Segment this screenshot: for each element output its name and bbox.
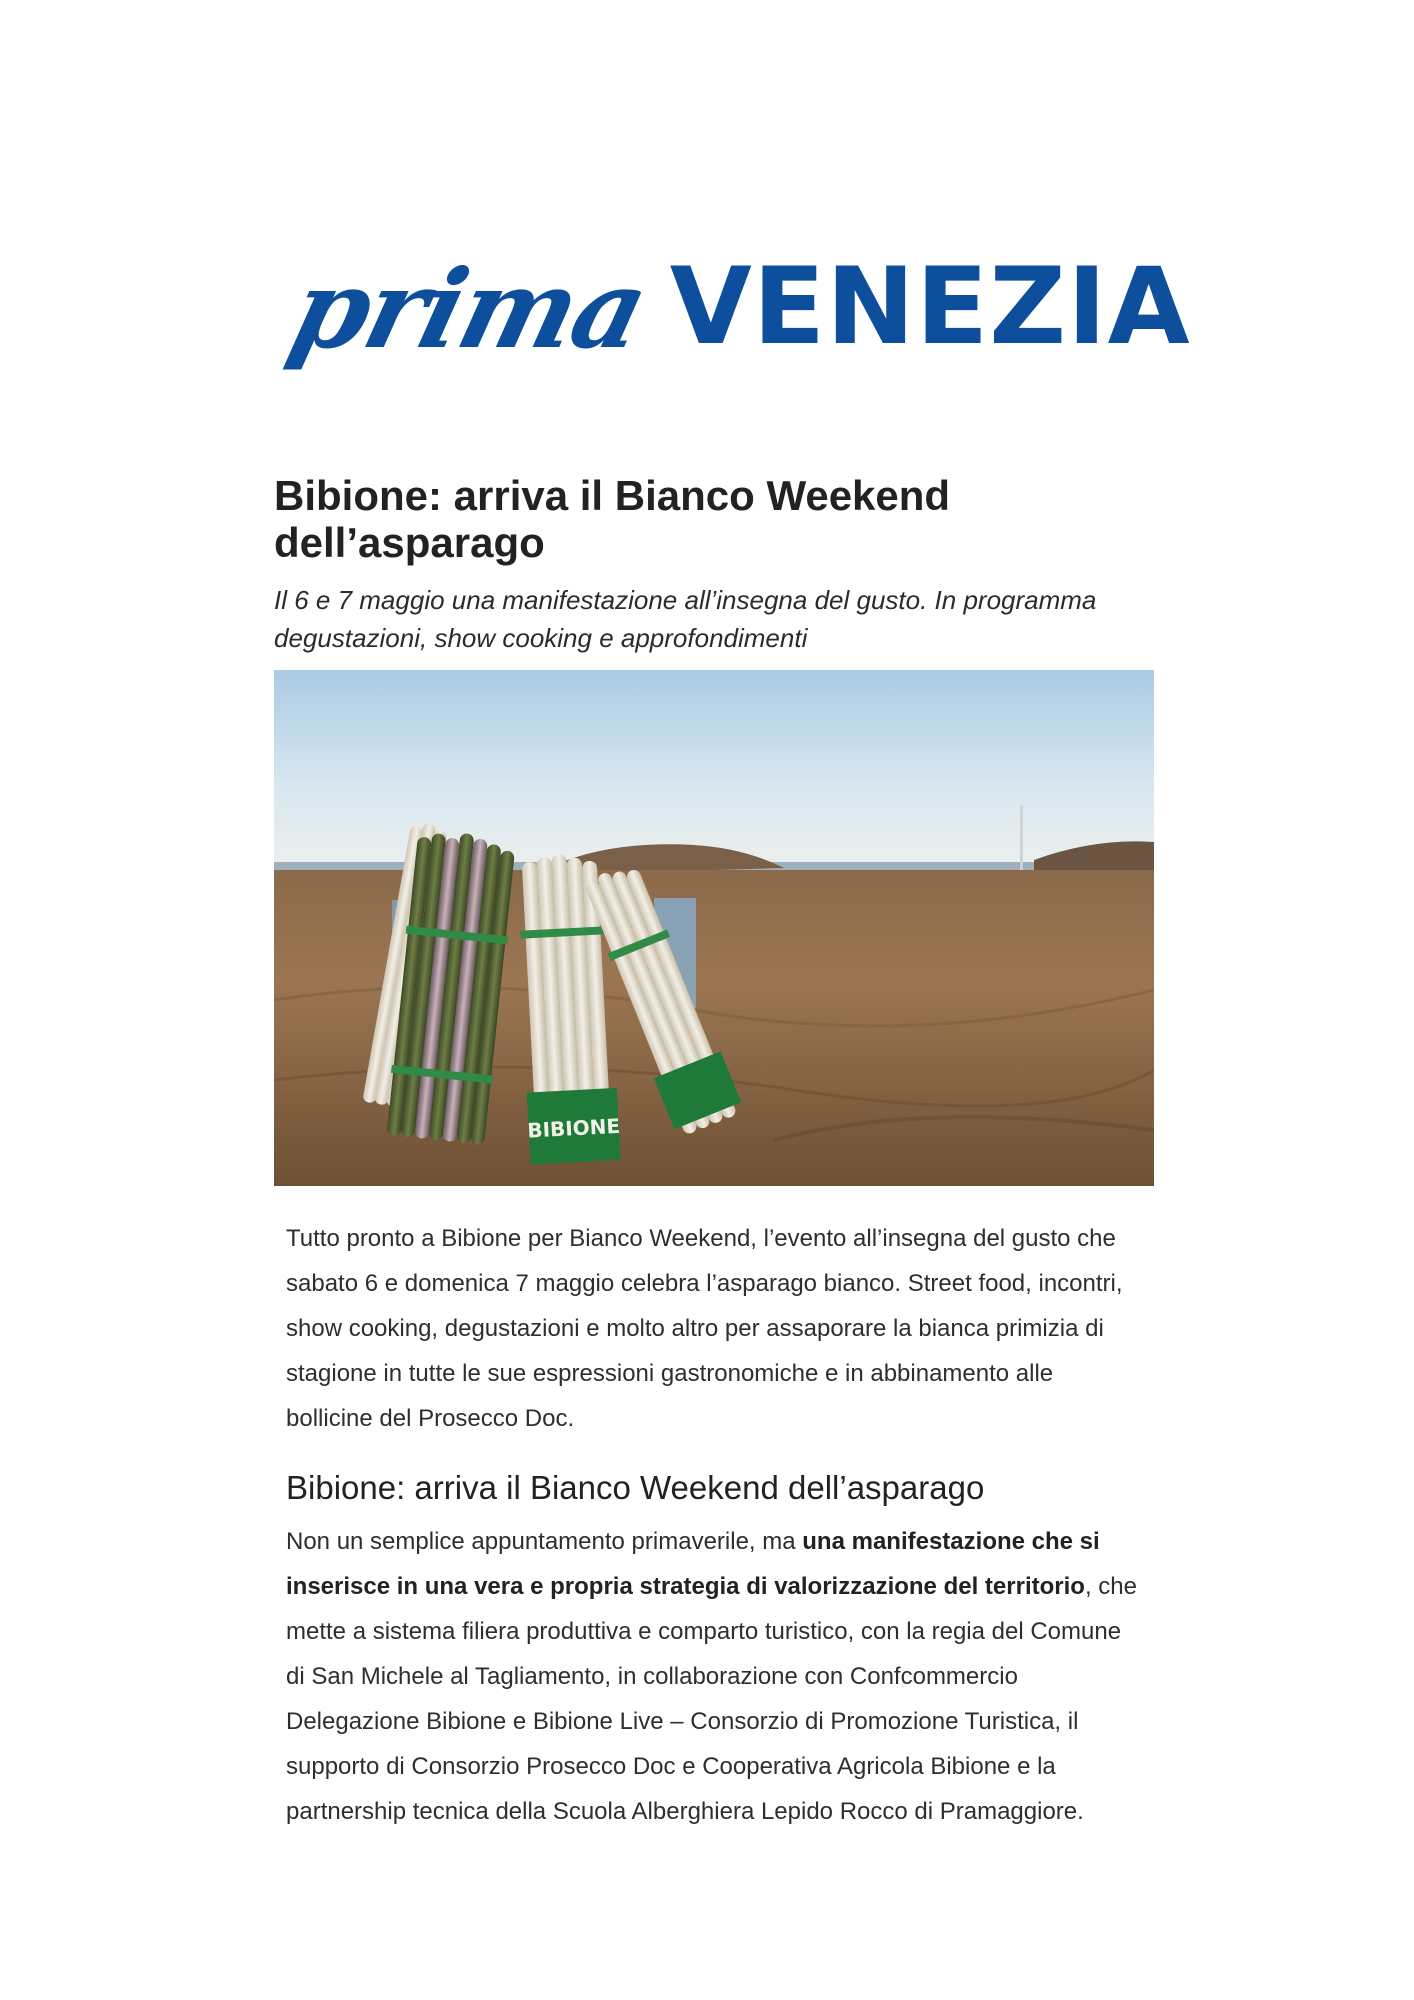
section-heading: Bibione: arriva il Bianco Weekend dell’asparago: [286, 1469, 985, 1506]
paragraph-2-rest: , che mette a sistema filiera produttiva e comparto turistico, con la regia del Comune di San Michele al Tagliamento, in collaborazione con Confcommercio Delegazione Bibione e Bibione Live – Consorzio di Promozione Turistica, il supporto di Consorzio Prosecco Doc e Cooperativa Agricola Bibione e la partnership tecnica della Scuola Alberghiera Lepido Rocco di Pramaggiore.: [286, 1573, 1137, 1825]
logo-venezia-text: VENEZIA: [669, 245, 1191, 368]
asparagus-photo: [274, 670, 1154, 1186]
article-subtitle: Il 6 e 7 maggio una manifestazione all’insegna del gusto. In programma degustazioni, show cooking e approfondimenti: [274, 585, 1097, 653]
article-title: Bibione: arriva il Bianco Weekend dell’asparago: [274, 472, 951, 566]
paragraph-2-lead: Non un semplice appuntamento primaverile, ma: [286, 1528, 803, 1555]
paragraph-2-bold: una manifestazione che si inserisce in una vera e propria strategia di valorizzazione del territorio: [286, 1528, 1100, 1600]
article-paragraph-1: Tutto pronto a Bibione per Bianco Weekend, l’evento all’insegna del gusto che sabato 6 e domenica 7 maggio celebra l’asparago bianco. Street food, incontri, show cooking, degustazioni e molto altro per assaporare la bianca primizia di stagione in tutte le sue espressioni gastronomiche e in abbinamento alle bollicine del Prosecco Doc.: [286, 1225, 1123, 1432]
logo-prima-text: prima: [279, 247, 659, 373]
article-paragraph-2: [286, 1519, 1146, 1834]
hero-image: [274, 670, 1154, 1186]
bundle-label-text: BIBIONE: [526, 1113, 621, 1143]
masthead-logo[interactable]: [279, 245, 1191, 373]
